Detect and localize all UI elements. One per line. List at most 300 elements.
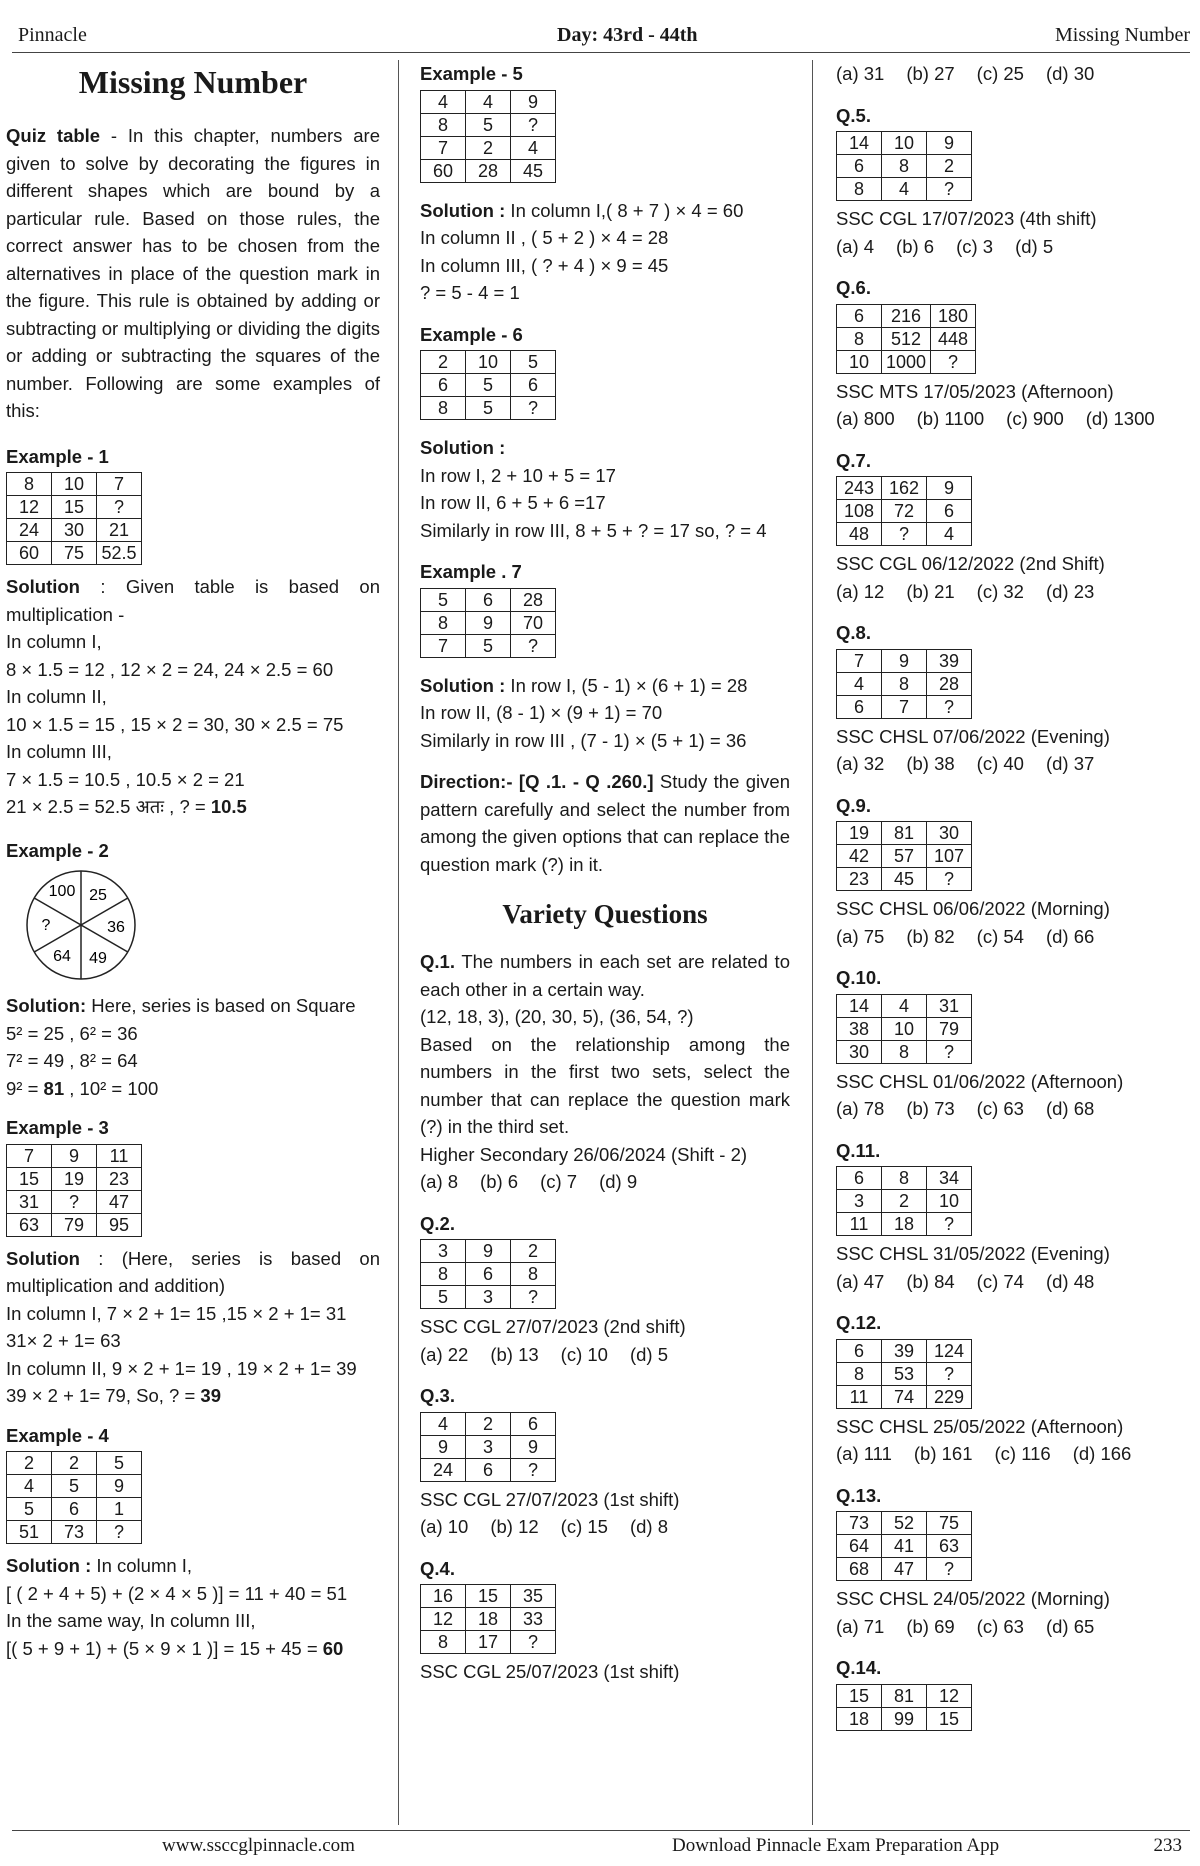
answer-option: (a) 22 [420,1343,469,1365]
grid-row [421,611,556,634]
answer-option: (d) 68 [1045,1098,1095,1119]
question: Q.1. The numbers in each set are related to each other in a certain way. [420,951,790,1000]
grid-cell: 14 [837,994,882,1017]
solution-lines [6,1580,380,1635]
example-label: Example . 7 [420,561,522,582]
answer-option: (d) 9 [599,1171,638,1192]
grid-row [7,1452,142,1475]
grid-cell: ? [927,695,972,718]
grid-cell: 35 [511,1585,556,1608]
grid-cell: 11 [97,1144,142,1167]
grid-cell: 47 [97,1190,142,1213]
solution-line: 9² = 81 , 10² = 100 [6,1077,159,1099]
grid-cell: 2 [466,1412,511,1435]
grid-cell: ? [511,1458,556,1481]
grid-row [421,113,556,136]
solution-lines [420,699,790,754]
answer-option: (d) 66 [1045,925,1095,947]
grid-row [837,304,976,327]
grid-cell: 64 [837,1535,882,1558]
grid-cell: 39 [882,1339,927,1362]
grid-cell: 57 [882,845,927,868]
grid-cell: 30 [837,1040,882,1063]
grid-row [837,477,972,500]
grid-cell: ? [927,868,972,891]
answer-option: (b) 161 [913,1443,973,1464]
grid-cell: ? [927,1362,972,1385]
answer-option: (b) 38 [906,753,955,774]
grid-cell: 30 [52,519,97,542]
number-grid [836,304,976,374]
grid-cell: ? [52,1190,97,1213]
example-label: Example - 5 [420,63,523,84]
footer-website[interactable]: www.ssccglpinnacle.com [162,1835,355,1856]
answer-option: (a) 75 [836,925,885,947]
answer-option: (a) 8 [420,1171,459,1192]
solution-lines [6,1020,380,1075]
solution-line: 7² = 49 , 8² = 64 [6,1050,138,1071]
grid-cell: 23 [97,1167,142,1190]
grid-row [837,649,972,672]
grid-cell: 8 [421,113,466,136]
solution: Solution : Given table is based on multiplication - [6,576,380,625]
solution: Solution: Here, series is based on Square [6,995,356,1016]
answer-options [836,923,1196,951]
grid-cell: 10 [927,1190,972,1213]
grid-cell: 243 [837,477,882,500]
grid-row [7,1213,142,1236]
grid-cell: 107 [927,845,972,868]
question-number: Q.7. [836,449,871,471]
grid-cell: 15 [466,1585,511,1608]
grid-cell: 28 [511,588,556,611]
grid-row [837,1339,972,1362]
question-source: SSC CHSL 07/06/2022 (Evening) [836,725,1110,747]
grid-row [7,1498,142,1521]
number-grid [836,1339,972,1409]
grid-cell: 5 [421,588,466,611]
solution: Solution : In row I, (5 - 1) × (6 + 1) = 28 [420,674,748,696]
answer-option: (c) 74 [976,1270,1024,1292]
grid-cell: 2 [52,1452,97,1475]
intro-paragraph: Quiz table - In this chapter, numbers are given to solve by decorating the figures in different shapes which are bound by a particular rule. Based on those rules, the correct answer has to be chosen from the alternatives in place of the question mark in the figure. This rule is obtained by adding or subtracting or multiplying or dividing the digits or adding or subtracting the squares of the number. Following are some examples of this: [6,125,380,421]
question-number: Q.2. [420,1212,455,1234]
answer-option: (c) 10 [560,1343,608,1365]
answer-option: (a) 31 [836,63,885,84]
solution-line: In row I, 2 + 10 + 5 = 17 [420,464,616,486]
page-number: 233 [1153,1835,1182,1856]
solution-line: 5² = 25 , 6² = 36 [6,1022,138,1044]
grid-cell: 5 [466,634,511,657]
answer-option: (d) 5 [629,1343,668,1365]
solution-line: 39 × 2 + 1= 79, So, ? = 39 [6,1385,221,1406]
solution-line: In column II, 9 × 2 + 1= 19 , 19 × 2 + 1= 39 [6,1357,357,1379]
grid-row [837,350,976,373]
grid-row [837,155,972,178]
solution-line: [ ( 2 + 4 + 5) + (2 × 4 × 5 )] = 11 + 40 = 51 [6,1582,348,1604]
answer-option: (d) 8 [629,1516,668,1537]
answer-options [836,1268,1196,1296]
column-divider [398,60,399,1825]
question-source: SSC CGL 27/07/2023 (1st shift) [420,1488,680,1510]
header-brand: Pinnacle [18,24,87,46]
grid-cell: 6 [52,1498,97,1521]
grid-cell: 7 [882,695,927,718]
question-source: SSC CGL 06/12/2022 (2nd Shift) [836,553,1105,574]
question-number: Q.4. [420,1557,455,1579]
answer-option: (d) 23 [1045,580,1095,602]
answer-options [836,750,1196,778]
grid-cell: 14 [837,132,882,155]
answer-option: (d) 166 [1072,1443,1132,1464]
grid-row [7,1167,142,1190]
answer-option: (c) 63 [976,1098,1024,1119]
grid-row [7,496,142,519]
solution-line: In column III, ( ? + 4 ) × 9 = 45 [420,254,669,276]
question-sets: (12, 18, 3), (20, 30, 5), (36, 54, ?) [420,1006,694,1027]
grid-cell: 8 [837,327,882,350]
grid-cell: 15 [52,496,97,519]
solution-line: In the same way, In column III, [6,1610,256,1631]
number-grid [6,1451,142,1544]
grid-cell: 10 [52,473,97,496]
answer-option: (b) 82 [906,925,955,947]
grid-cell: 60 [421,159,466,182]
answer-option: (c) 25 [976,63,1024,84]
grid-cell: 216 [882,304,931,327]
grid-row [837,845,972,868]
grid-cell: 15 [7,1167,52,1190]
solution: Solution : (Here, series is based on multiplication and addition) [6,1247,380,1296]
grid-cell: ? [511,1631,556,1654]
question-source: SSC CHSL 31/05/2022 (Evening) [836,1243,1110,1264]
question-number: Q.12. [836,1312,882,1333]
grid-row [7,519,142,542]
answer-option: (b) 27 [906,63,955,84]
grid-row [7,1521,142,1544]
page-header [12,22,1190,53]
page-title: Missing Number [78,64,308,100]
answer-option: (a) 78 [836,1098,885,1119]
grid-cell: 4 [7,1475,52,1498]
example-label: Example - 2 [6,839,109,861]
question-number: Q.11. [836,1139,881,1161]
grid-cell: 5 [421,1286,466,1309]
grid-cell: 7 [421,634,466,657]
question-source: SSC CHSL 01/06/2022 (Afternoon) [836,1070,1124,1092]
grid-cell: 5 [466,113,511,136]
example-label: Example - 4 [6,1424,109,1446]
grid-cell: 8 [421,611,466,634]
grid-row [837,1385,972,1408]
grid-cell: 3 [466,1435,511,1458]
grid-cell: 6 [466,588,511,611]
grid-cell: ? [511,113,556,136]
question-source: SSC CHSL 24/05/2022 (Morning) [836,1588,1110,1609]
solution-line: [( 5 + 9 + 1) + (5 × 9 × 1 )] = 15 + 45 = 60 [6,1637,344,1659]
grid-cell: 72 [882,500,927,523]
grid-cell: 448 [931,327,976,350]
solution-line: Similarly in row III, 8 + 5 + ? = 17 so, ? = 4 [420,519,767,541]
grid-cell: 5 [466,374,511,397]
answer-option: (d) 65 [1045,1615,1095,1637]
grid-row [837,132,972,155]
grid-cell: 10 [882,1017,927,1040]
grid-cell: 6 [837,304,882,327]
grid-cell: 12 [7,496,52,519]
grid-row [421,136,556,159]
grid-row [837,1190,972,1213]
grid-cell: 10 [837,350,882,373]
grid-cell: 8 [882,155,927,178]
grid-cell: 63 [927,1535,972,1558]
grid-cell: 33 [511,1608,556,1631]
grid-cell: 11 [837,1213,882,1236]
solution-line: In column I, [6,631,102,652]
solution-line: ? = 5 - 4 = 1 [420,282,520,303]
grid-cell: ? [927,178,972,201]
grid-cell: 3 [421,1240,466,1263]
grid-cell: 12 [927,1684,972,1707]
grid-cell: ? [97,496,142,519]
grid-cell: 95 [97,1213,142,1236]
question-number: Q.13. [836,1484,882,1506]
grid-cell: 2 [7,1452,52,1475]
grid-row [421,1263,556,1286]
grid-cell: 24 [7,519,52,542]
grid-cell: 52.5 [97,542,142,565]
grid-row [837,695,972,718]
grid-cell: 5 [97,1452,142,1475]
grid-cell: 180 [931,304,976,327]
question-text: Based on the relationship among the numbers in the first two sets, select the number that can replace the question mark (?) in the third set. [420,1033,790,1137]
solution: Solution : In column I,( 8 + 7 ) × 4 = 60 [420,199,744,221]
grid-cell: 4 [927,523,972,546]
grid-cell: 1 [97,1498,142,1521]
answer-option: (a) 71 [836,1615,885,1637]
grid-row [837,1017,972,1040]
answer-options [836,578,1196,606]
grid-cell: 6 [837,1167,882,1190]
answer-option: (b) 6 [896,235,935,257]
grid-cell: 3 [837,1190,882,1213]
grid-cell: 6 [511,374,556,397]
number-grid [6,1144,142,1237]
answer-option: (a) 10 [420,1516,469,1537]
number-grid [420,588,556,658]
grid-cell: 8 [421,397,466,420]
question-number: Q.9. [836,794,871,816]
answer-option: (c) 116 [994,1443,1051,1464]
grid-cell: 15 [837,1684,882,1707]
grid-cell: 7 [837,649,882,672]
grid-cell: 5 [466,397,511,420]
grid-cell: 45 [882,868,927,891]
grid-row [7,1475,142,1498]
grid-row [421,397,556,420]
grid-row [837,500,972,523]
grid-cell: 9 [97,1475,142,1498]
grid-row [421,634,556,657]
grid-cell: 4 [882,994,927,1017]
grid-cell: 4 [421,1412,466,1435]
answer-option: (c) 7 [540,1171,578,1192]
grid-cell: 2 [882,1190,927,1213]
grid-cell: 9 [882,649,927,672]
answer-option: (d) 1300 [1085,408,1155,429]
grid-cell: 124 [927,1339,972,1362]
solution-lines [6,1300,380,1383]
grid-cell: 4 [837,672,882,695]
pie-value: 49 [89,950,107,967]
pie-value: 64 [53,948,71,965]
grid-cell: 18 [882,1213,927,1236]
grid-cell: 8 [882,1167,927,1190]
grid-cell: 4 [511,136,556,159]
answer-option: (d) 37 [1045,753,1095,774]
number-grid [836,649,972,719]
grid-row [421,351,556,374]
grid-row [837,1707,972,1730]
pie-value: 25 [89,887,107,904]
answer-option: (b) 69 [906,1615,955,1637]
grid-row [837,1512,972,1535]
question-number: Q.10. [836,967,882,988]
grid-cell: 8 [421,1631,466,1654]
grid-cell: 5 [52,1475,97,1498]
grid-row [421,1585,556,1608]
grid-cell: 51 [7,1521,52,1544]
grid-cell: 70 [511,611,556,634]
question-number: Q.14. [836,1657,882,1678]
grid-row [7,1190,142,1213]
answer-options [836,1613,1196,1641]
grid-row [837,1167,972,1190]
grid-cell: 52 [882,1512,927,1535]
grid-row [421,374,556,397]
grid-cell: ? [927,1040,972,1063]
answer-option: (b) 6 [480,1171,519,1192]
pie-value: 100 [48,883,76,900]
grid-cell: 19 [837,822,882,845]
answer-option: (a) 12 [836,580,885,602]
number-grid [420,1412,556,1482]
solution-line: In column II , ( 5 + 2 ) × 4 = 28 [420,227,669,248]
grid-cell: ? [511,397,556,420]
number-grid [836,131,972,201]
grid-cell: 30 [927,822,972,845]
question-number: Q.5. [836,104,871,126]
answer-option: (c) 15 [560,1516,608,1537]
answer-options [836,1095,1196,1123]
grid-cell: 6 [837,695,882,718]
answer-option: (a) 47 [836,1270,885,1292]
grid-cell: 75 [927,1512,972,1535]
grid-cell: 6 [837,155,882,178]
solution-line: In column I, 7 × 2 + 1= 15 ,15 × 2 + 1= 31 [6,1302,347,1324]
grid-cell: 2 [421,351,466,374]
grid-cell: 19 [52,1167,97,1190]
grid-cell: 6 [927,500,972,523]
grid-cell: 8 [882,672,927,695]
grid-row [837,178,972,201]
question-source: SSC CHSL 06/06/2022 (Morning) [836,898,1110,919]
grid-cell: 8 [421,1263,466,1286]
grid-cell: 6 [421,374,466,397]
column-1 [6,60,380,1662]
answer-option: (a) 111 [836,1443,892,1464]
answer-option: (c) 63 [976,1615,1024,1637]
grid-row [837,1040,972,1063]
grid-cell: 12 [421,1608,466,1631]
direction: Direction:- [Q .1. - Q .260.] Study the given pattern carefully and select the number from among the given options that can replace the question mark (?) in it. [420,771,790,875]
grid-cell: 4 [421,90,466,113]
question-source: SSC CGL 25/07/2023 (1st shift) [420,1661,680,1682]
solution-lines [6,628,380,793]
grid-cell: 2 [927,155,972,178]
answer-option: (c) 40 [976,753,1024,774]
grid-cell: 18 [837,1707,882,1730]
grid-cell: 162 [882,477,927,500]
question-source: SSC CHSL 25/05/2022 (Afternoon) [836,1415,1124,1437]
answer-option: (c) 900 [1006,408,1064,429]
example-label: Example - 6 [420,323,523,345]
grid-cell: ? [97,1521,142,1544]
solution-line: 31× 2 + 1= 63 [6,1330,121,1351]
grid-cell: ? [931,350,976,373]
grid-cell: 41 [882,1535,927,1558]
grid-cell: 10 [466,351,511,374]
number-grid [836,1511,972,1581]
grid-row [421,90,556,113]
page-footer [12,1830,1190,1861]
grid-cell: 60 [7,542,52,565]
grid-cell: 2 [466,136,511,159]
grid-row [421,1286,556,1309]
grid-cell: 38 [837,1017,882,1040]
number-grid [420,90,556,183]
grid-row [837,994,972,1017]
grid-cell: 7 [421,136,466,159]
solution-line: In row II, (8 - 1) × (9 + 1) = 70 [420,702,663,723]
grid-cell: 42 [837,845,882,868]
grid-row [837,1213,972,1236]
grid-cell: 73 [837,1512,882,1535]
grid-cell: 39 [927,649,972,672]
grid-row [837,1362,972,1385]
answer-option: (a) 800 [836,408,895,429]
grid-row [421,1631,556,1654]
grid-cell: 81 [882,1684,927,1707]
question-number: Q.3. [420,1385,455,1406]
grid-cell: 31 [927,994,972,1017]
grid-cell: 1000 [882,350,931,373]
answer-option: (b) 13 [490,1343,539,1365]
grid-row [837,1558,972,1581]
solution-line: In row II, 6 + 5 + 6 =17 [420,492,606,513]
answer-option: (b) 21 [906,580,955,602]
grid-row [7,542,142,565]
grid-cell: 79 [52,1213,97,1236]
column-2 [420,60,790,1686]
grid-row [421,1608,556,1631]
example-label: Example - 1 [6,445,109,467]
grid-row [837,822,972,845]
grid-cell: 31 [7,1190,52,1213]
grid-cell: 79 [927,1017,972,1040]
grid-cell: 8 [837,178,882,201]
grid-cell: 18 [466,1608,511,1631]
